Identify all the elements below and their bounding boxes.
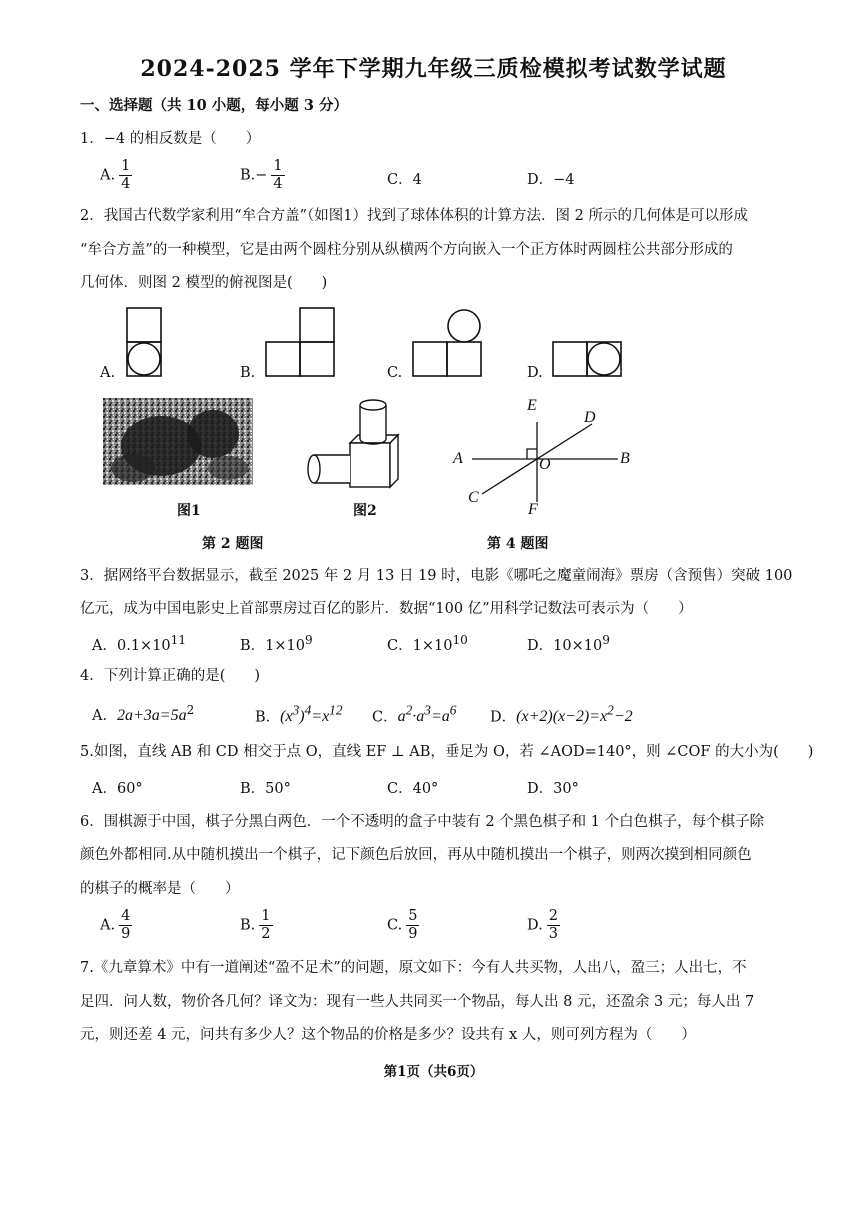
question-2-line-2: “牟合方盖”的一种模型，它是由两个圆柱分别从纵横两个方向嵌入一个正方体时两圆柱公共部分形成的 (80, 242, 733, 258)
question-1-option-d[interactable]: D．−4 (527, 172, 575, 188)
question-5-option-c[interactable]: C．40° (387, 781, 439, 797)
figure-1-caption: 图1 (177, 503, 201, 519)
label-a: A (453, 450, 463, 467)
question-6-option-b[interactable]: B. $\frac{1}{2}$ (240, 908, 271, 942)
label-f: F (528, 501, 538, 518)
option-c-top-view-figure[interactable] (413, 310, 481, 376)
minus-sign: − (255, 167, 268, 184)
question-6-option-c[interactable]: C. $\frac{5}{9}$ (387, 908, 418, 942)
label-c: C (468, 489, 479, 506)
figure-2-caption: 图2 (353, 503, 377, 519)
question-1-stem: 1．−4 的相反数是（ ） (80, 131, 261, 147)
option-label: B. (240, 167, 256, 184)
question-2-option-a[interactable]: A. (100, 365, 116, 381)
label-d: D (584, 409, 596, 426)
question-6-line-3: 的棋子的概率是（ ） (80, 881, 240, 897)
question-1-option-c[interactable]: C．4 (387, 172, 422, 188)
option-a-top-view-figure[interactable] (127, 308, 161, 376)
question-2-line-3: 几何体．则图 2 模型的俯视图是( ) (80, 275, 328, 291)
figure-q4-lines (450, 400, 670, 520)
figure-2-cube-cylinders (300, 395, 410, 495)
fraction: $\frac{1}{4}$ (121, 158, 131, 192)
label-o: O (539, 456, 551, 473)
figure-1-photo (103, 398, 253, 485)
question-2-figure-caption: 第 2 题图 (202, 536, 264, 552)
page-footer: 第1页（共6页） (383, 1064, 484, 1080)
question-7-line-3: 元，则还差 4 元，问共有多少人？这个物品的价格是多少？设共有 x 人，则可列方程为（ ） (80, 1027, 696, 1043)
question-6-option-d[interactable]: D. $\frac{2}{3}$ (527, 908, 558, 942)
question-3-line-1: 3．据网络平台数据显示，截至 2025 年 2 月 13 日 19 时，电影《哪吒之魔童闹海》票房（含预售）突破 100 (80, 568, 793, 584)
question-6-line-1: 6．围棋源于中国，棋子分黑白两色．一个不透明的盒子中装有 2 个黑色棋子和 1 个白色棋子，每个棋子除 (80, 814, 765, 830)
option-b-top-view-figure[interactable] (266, 308, 334, 376)
section-heading: 一、选择题（共 10 小题，每小题 3 分） (80, 97, 348, 114)
question-2-option-d[interactable]: D. (527, 365, 543, 381)
question-6-line-2: 颜色外都相同.从中随机摸出一个棋子，记下颜色后放回，再从中随机摸出一个棋子，则两次摸到相同颜色 (80, 847, 752, 863)
question-3-option-b[interactable]: B．$1\times 10^9$ (240, 633, 313, 654)
question-2-line-1: 2．我国古代数学家利用“牟合方盖”（如图1）找到了球体体积的计算方法．图 2 所示的几何体是可以形成 (80, 208, 748, 224)
question-3-option-d[interactable]: D．$10\times 10^9$ (527, 633, 610, 654)
fraction: $\frac{1}{4}$ (273, 158, 283, 192)
question-5-stem: 5.如图，直线 AB 和 CD 相交于点 O，直线 EF ⊥ AB，垂足为 O，若 ∠AOD=140°，则 ∠COF 的大小为( ) (80, 744, 814, 760)
option-d-top-view-figure[interactable] (553, 342, 621, 376)
question-2-option-b[interactable]: B. (240, 365, 256, 381)
question-5-option-b[interactable]: B．50° (240, 781, 291, 797)
label-e: E (527, 397, 537, 414)
option-label: A. (100, 167, 116, 184)
label-b: B (620, 450, 630, 467)
question-5-option-d[interactable]: D．30° (527, 781, 579, 797)
question-4-option-b[interactable]: B．$(x^3)^4=x^{12}$ (255, 703, 343, 726)
question-4-option-a[interactable]: A．$2a+3a=5a^2$ (92, 703, 195, 724)
question-4-option-c[interactable]: C．$a^2\cdot a^3=a^6$ (372, 703, 457, 726)
question-7-line-2: 足四．问人数，物价各几何？译文为：现有一些人共同买一个物品，每人出 8 元，还盈余 3 元；每人出 7 (80, 994, 755, 1010)
question-2-option-c[interactable]: C. (387, 365, 403, 381)
question-4-figure-caption: 第 4 题图 (487, 536, 549, 552)
page-title: 2024-2025 学年下学期九年级三质检模拟考试数学试题 (140, 56, 727, 82)
question-7-line-1: 7.《九章算术》中有一道阐述“盈不足术”的问题，原文如下：今有人共买物，人出八，盈三；人出七，不 (80, 960, 747, 976)
question-4-stem: 4．下列计算正确的是( ) (80, 668, 261, 684)
question-3-option-a[interactable]: A．$0.1\times 10^{11}$ (92, 633, 187, 654)
question-5-option-a[interactable]: A．60° (92, 781, 143, 797)
question-6-option-a[interactable]: A. $\frac{4}{9}$ (100, 908, 131, 942)
question-4-option-d[interactable]: D．$(x+2)(x-2)=x^2-2$ (490, 703, 633, 726)
question-3-line-2: 亿元，成为中国电影史上首部票房过百亿的影片．数据“100 亿”用科学记数法可表示为（ ） (80, 601, 693, 617)
question-3-option-c[interactable]: C．$1\times 10^{10}$ (387, 633, 468, 654)
